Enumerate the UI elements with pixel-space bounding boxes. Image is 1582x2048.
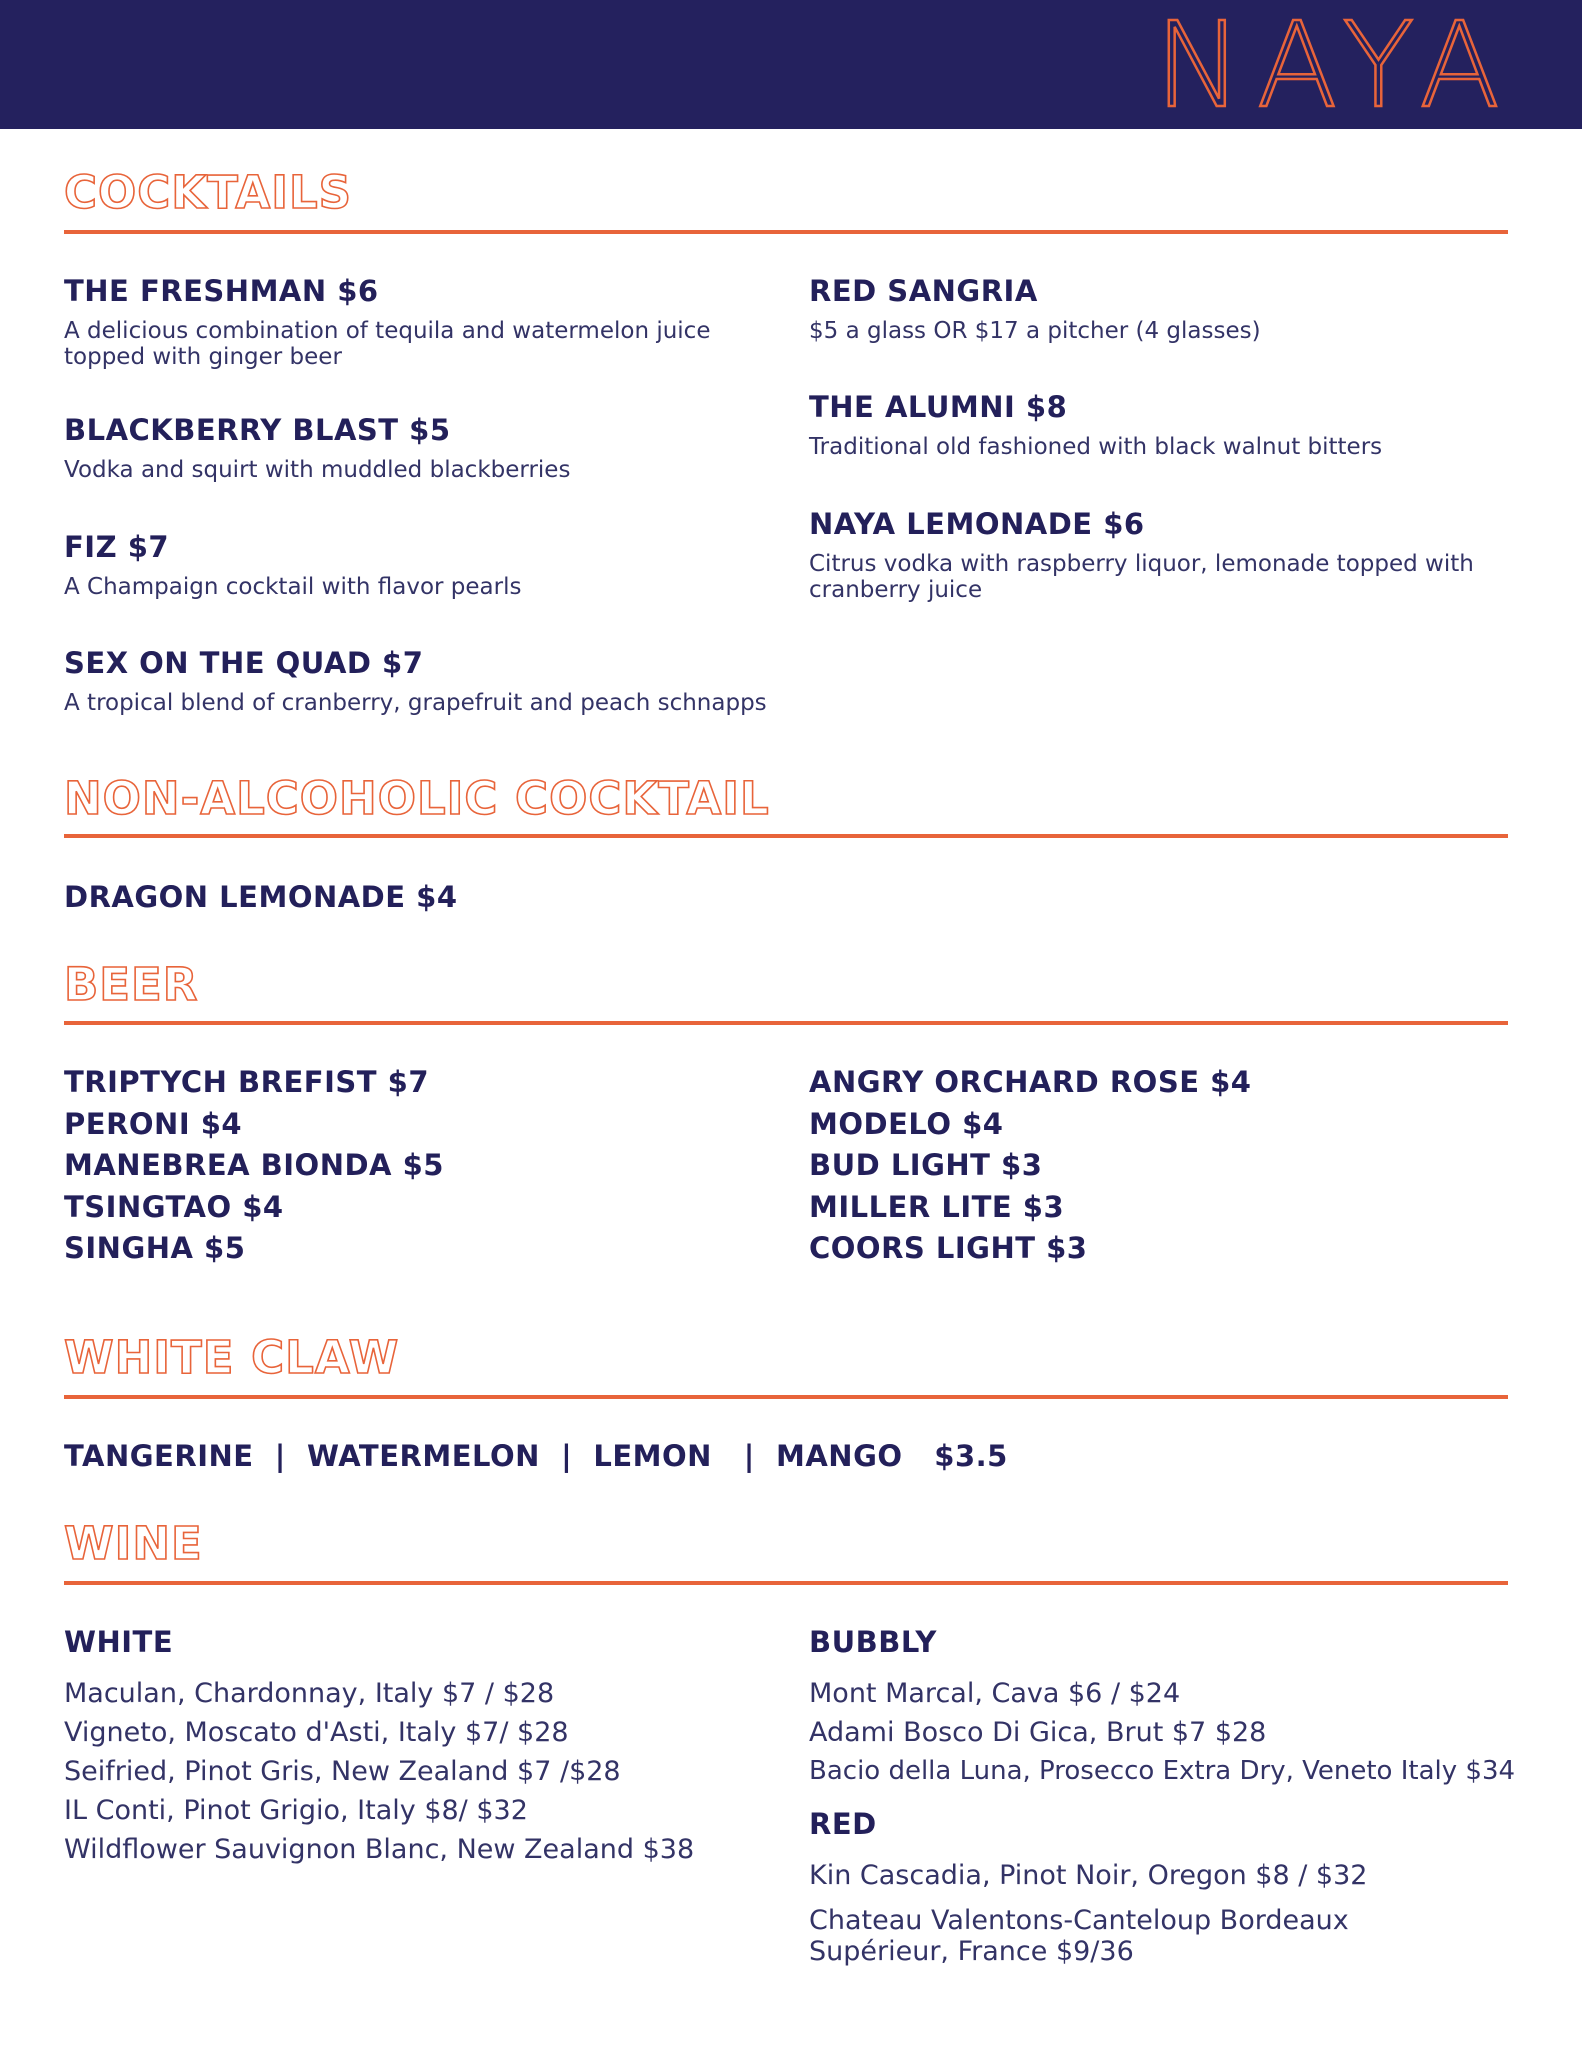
cocktails-section <box>64 166 1508 730</box>
list-item: Chateau Valentons-Canteloup Bordeaux Supérieur, France $9/36 <box>809 1905 1349 1967</box>
item-description: A delicious combination of tequila and watermelon juice topped with ginger beer <box>64 318 711 370</box>
wine-red-list <box>809 1856 1509 1967</box>
list-item: Maculan, Chardonnay, Italy $7 / $28 <box>64 1678 555 1709</box>
menu-item <box>64 530 784 600</box>
list-item: MILLER LITE $3 <box>809 1189 1065 1224</box>
item-description: Traditional old fashioned with black walnut bitters <box>809 434 1383 460</box>
wine-heading-bubbly: BUBBLY <box>809 1625 937 1659</box>
section-title-wine: WINE <box>64 1517 203 1570</box>
item-name: THE ALUMNI $8 <box>809 390 1068 424</box>
menu-item <box>64 274 744 370</box>
beer-right-list <box>809 1062 1251 1270</box>
wine-white-column <box>64 1625 695 1869</box>
wine-right-column <box>809 1625 1516 1967</box>
section-title-beer: BEER <box>64 958 199 1011</box>
white-claw-flavors: TANGERINE | WATERMELON | LEMON | MANGO $3.5 <box>64 1439 1008 1473</box>
item-description: $5 a glass OR $17 a pitcher (4 glasses) <box>809 318 1261 344</box>
list-item: Mont Marcal, Cava $6 / $24 <box>809 1678 1181 1709</box>
list-item: PERONI $4 <box>64 1106 243 1141</box>
item-name: THE FRESHMAN $6 <box>64 274 379 308</box>
section-divider <box>64 230 1508 234</box>
list-item: COORS LIGHT $3 <box>809 1231 1088 1265</box>
item-description: A Champaign cocktail with flavor pearls <box>64 574 522 600</box>
list-item: TSINGTAO $4 <box>64 1189 284 1224</box>
menu-item <box>809 507 1499 603</box>
menu-item <box>64 1439 1008 1473</box>
section-divider <box>64 1395 1508 1399</box>
naya-logo: NAYA <box>1154 0 1514 134</box>
list-item: MODELO $4 <box>809 1106 1004 1141</box>
section-title-white-claw: WHITE CLAW <box>64 1331 400 1384</box>
list-item: Wildflower Sauvignon Blanc, New Zealand $38 <box>64 1834 695 1865</box>
menu-item <box>64 646 804 716</box>
item-name: RED SANGRIA <box>809 274 1038 308</box>
menu-item <box>809 274 1499 344</box>
item-name: BLACKBERRY BLAST $5 <box>64 413 451 447</box>
list-item: ANGRY ORCHARD ROSE $4 <box>809 1065 1252 1099</box>
section-title-non-alcoholic: NON-ALCOHOLIC COCKTAIL <box>64 772 770 825</box>
menu-item <box>64 880 458 914</box>
wine-white-list <box>64 1674 694 1869</box>
list-item: Seifried, Pinot Gris, New Zealand $7 /$28 <box>64 1756 621 1787</box>
list-item: Kin Cascadia, Pinot Noir, Oregon $8 / $32 <box>809 1860 1368 1891</box>
list-item: Adami Bosco Di Gica, Brut $7 $28 <box>809 1717 1267 1748</box>
item-name: FIZ $7 <box>64 530 170 564</box>
header-band <box>0 0 1582 134</box>
wine-heading-red: RED <box>809 1807 877 1841</box>
list-item: TRIPTYCH BREFIST $7 <box>64 1065 430 1099</box>
item-description: A tropical blend of cranberry, grapefruit and peach schnapps <box>64 690 767 716</box>
item-description: Vodka and squirt with muddled blackberries <box>64 457 571 483</box>
list-item: BUD LIGHT $3 <box>809 1148 1043 1182</box>
wine-section <box>64 1517 1516 1991</box>
list-item: Vigneto, Moscato d'Asti, Italy $7/ $28 <box>64 1717 569 1748</box>
item-name: DRAGON LEMONADE $4 <box>64 880 458 914</box>
white-claw-section <box>64 1331 1508 1475</box>
item-name: SEX ON THE QUAD $7 <box>64 646 424 680</box>
list-item: Bacio della Luna, Prosecco Extra Dry, Veneto Italy $34 <box>809 1756 1516 1786</box>
wine-bubbly-list <box>809 1674 1516 1791</box>
non-alcoholic-section <box>64 772 1508 916</box>
beer-left-list <box>64 1062 444 1270</box>
section-divider <box>64 1021 1508 1025</box>
section-title-cocktails: COCKTAILS <box>64 166 353 219</box>
wine-heading-white: WHITE <box>64 1625 174 1659</box>
section-divider <box>64 1581 1508 1585</box>
section-divider <box>64 834 1508 838</box>
beer-section <box>64 958 1508 1282</box>
list-item: SINGHA $5 <box>64 1231 246 1265</box>
list-item: MANEBREA BIONDA $5 <box>64 1148 444 1182</box>
item-description: Citrus vodka with raspberry liquor, lemonade topped with cranberry juice <box>809 551 1474 603</box>
menu-item <box>64 413 784 483</box>
item-name: NAYA LEMONADE $6 <box>809 507 1145 541</box>
list-item: IL Conti, Pinot Grigio, Italy $8/ $32 <box>64 1795 528 1826</box>
menu-item <box>809 390 1499 460</box>
